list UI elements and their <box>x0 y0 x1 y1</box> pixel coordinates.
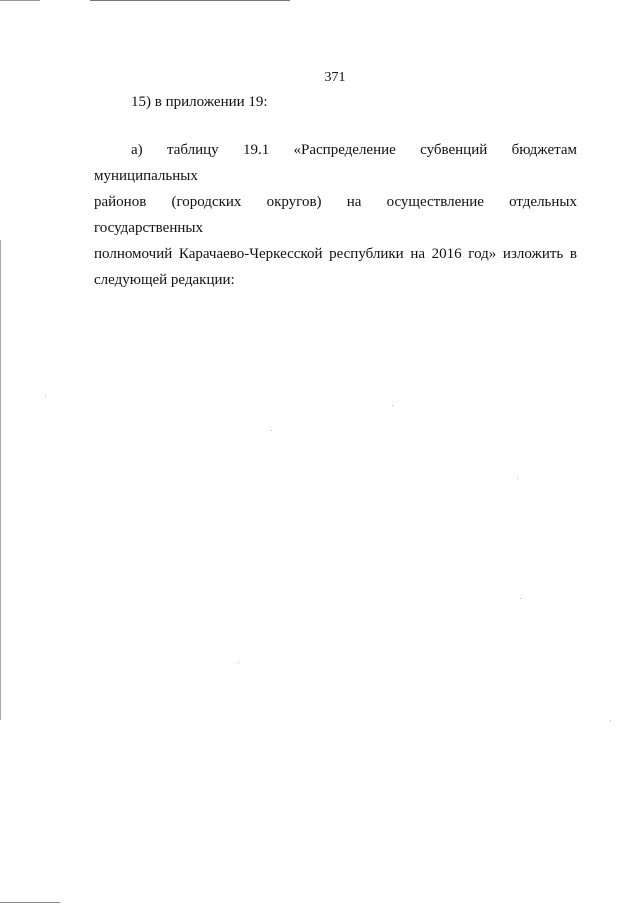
page-number: 371 <box>324 70 346 85</box>
scan-speck <box>517 478 518 479</box>
body-paragraph <box>94 137 577 293</box>
scan-speck <box>271 430 272 431</box>
paragraph-line: а) таблицу 19.1 «Распределение субвенций бюджетам муниципальных <box>94 142 577 184</box>
scan-speck <box>520 598 521 599</box>
scan-edge-bottom <box>0 902 60 903</box>
scan-speck <box>610 720 611 721</box>
paragraph-line: районов (городских округов) на осуществление отдельных государственных <box>94 194 577 236</box>
scan-edge-top-left <box>0 0 40 1</box>
scan-edge-left <box>0 240 1 720</box>
item-heading: 15) в приложении 19: <box>131 94 268 110</box>
scan-edge-top <box>90 0 290 1</box>
scan-speck <box>45 395 46 396</box>
paragraph-line: полномочий Карачаево-Черкесской республики на 2016 год» изложить в <box>94 246 577 262</box>
paragraph-line: следующей редакции: <box>94 272 235 288</box>
scan-speck <box>238 662 239 663</box>
scan-speck <box>392 405 393 406</box>
